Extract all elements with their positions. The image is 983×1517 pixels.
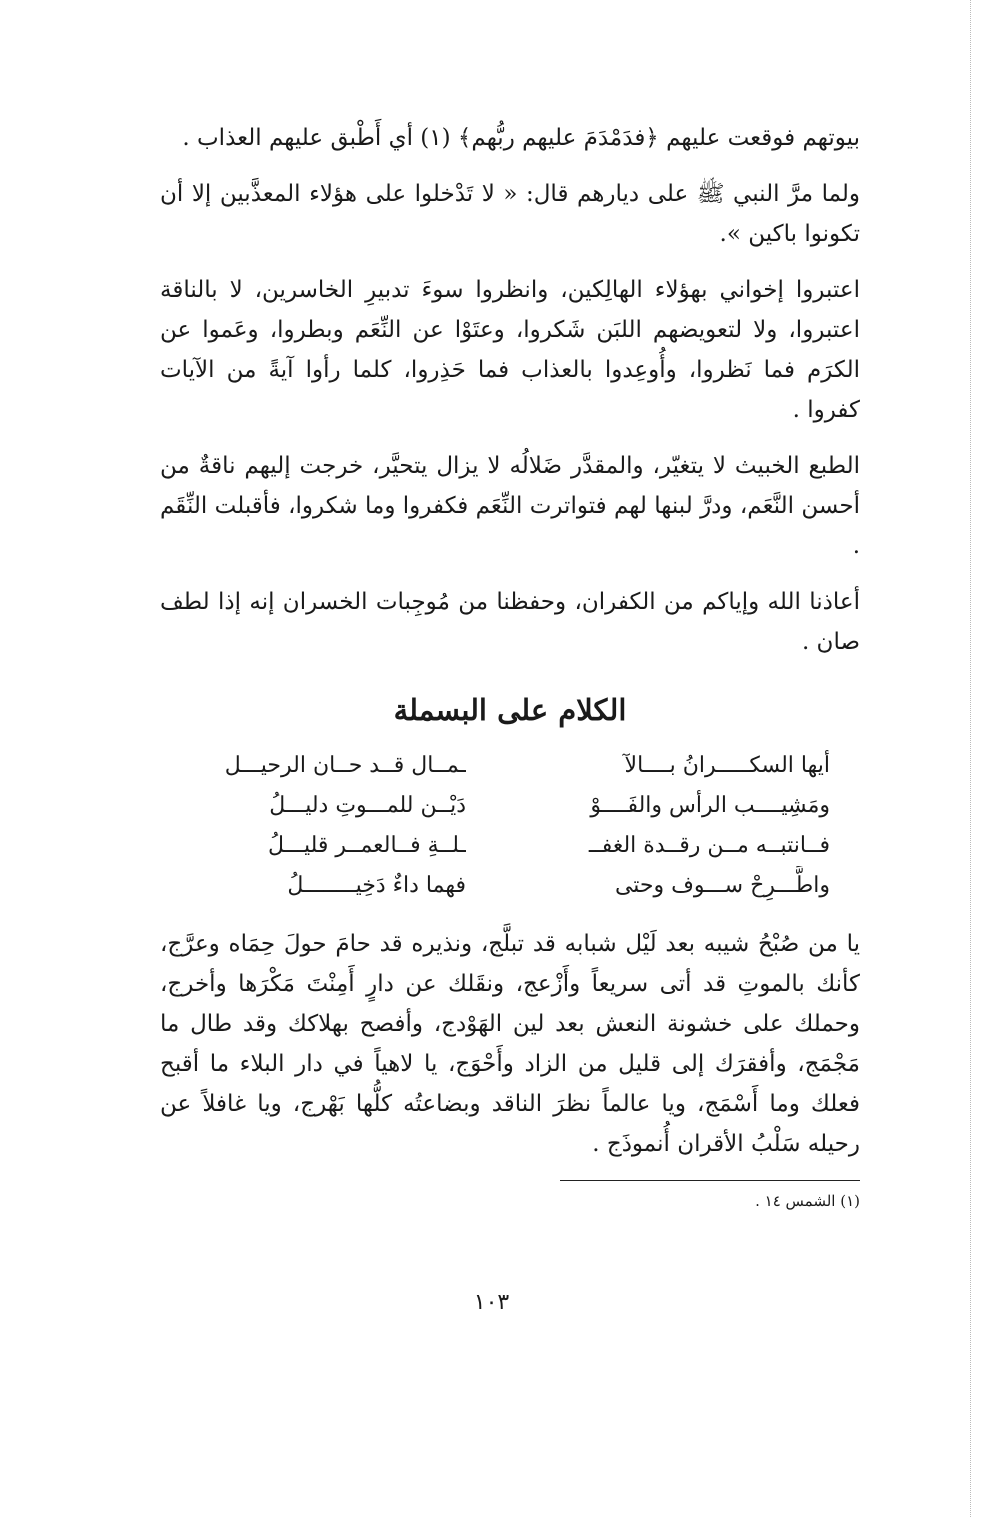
verse-second-hemistich: ـمــال قــد حــان الرحيـــل xyxy=(224,753,466,778)
paragraph: اعتبروا إخواني بهؤلاء الهالِكين، وانظروا سوءَ تدبيرِ الخاسرين، لا بالناقة اعتبروا، ولا لتعويضهم اللبَن شَكروا، وعتَوْا عن النِّعَم وبطروا، وعَموا عن الكرَم فما نَظروا، وأُوعِدوا بالعذاب فما حَذِروا، كلما رأوا آيةً من الآيات كفروا . xyxy=(160,277,860,423)
verse-second-hemistich: دَيْــن للمـــوتِ دليـــلُ xyxy=(269,793,466,818)
poem-verse xyxy=(160,826,860,866)
paragraph: يا من صُبْحُ شيبه بعد لَيْل شبابه قد تبلَّج، ونذيره قد حامَ حولَ حِمَاه وعرَّج، كأنك بالموتِ قد أتى سريعاً وأَزْعج، ونقَلك عن دارٍ أَمِنْتَ مَكْرَها وأخرج، وحملك على خشونة النعش بعد لين الهَوْدج، وأفصح بهلاكك وقد طال ما مَجْمَج، وأفقرَك إلى قليل من الزاد وأَحْوَج، يا لاهياً في دار البلاء ما أقبح فعلك وما أَسْمَج، ويا عالماً نظرَ الناقد وبضاعتُه كلُّها بَهْرج، ويا غافلاً عن رحيله سَلْبُ الأقران أُنموذَج . xyxy=(160,931,860,1157)
paragraph: بيوتهم فوقعت عليهم ﴿فدَمْدَمَ عليهم ربُّهم﴾ (١) أي أَطْبق عليهم العذاب . xyxy=(182,125,860,151)
paragraph: أعاذنا الله وإياكم من الكفران، وحفظنا من مُوجِبات الخسران إنه إذا لطف صان . xyxy=(160,589,860,655)
paragraph: الطبع الخبيث لا يتغيّر، والمقدَّر ضَلالُه لا يزال يتحيَّر، خرجت إليهم ناقةٌ من أحسن النَّعَم، ودرَّ لبنها لهم فتواترت النِّعَم فكفروا وما شكروا، فأقبلت النِّقَم . xyxy=(160,453,860,559)
scan-edge-divider xyxy=(970,0,971,1517)
footnote: (١) الشمس ١٤ . xyxy=(755,1192,860,1210)
verse-second-hemistich: فهما داءٌ دَخِيــــــــلُ xyxy=(287,873,466,898)
poem-verse xyxy=(160,746,860,786)
page-body xyxy=(160,118,860,1213)
page-number: ١٠٣ xyxy=(473,1290,510,1315)
poem-verse xyxy=(160,786,860,826)
poem-verse xyxy=(160,866,860,906)
verse-first-hemistich: فــانتبــه مــن رقــدة الغفــ xyxy=(588,833,830,858)
poem xyxy=(160,746,860,906)
section-heading: الكلام على البسملة xyxy=(393,693,627,727)
verse-first-hemistich: واطَّـــرِحْ ســـوف وحتى xyxy=(614,873,830,898)
verse-first-hemistich: أيها السكـــــرانُ بــــالآ xyxy=(624,753,830,778)
verse-second-hemistich: ـلــةِ فــالعمــر قليـــلُ xyxy=(267,833,466,858)
paragraph: ولما مرَّ النبي ﷺ على ديارهم قال: « لا تَدْخلوا على هؤلاء المعذَّبين إلا أن تكونوا باكين ». xyxy=(160,181,860,247)
verse-first-hemistich: ومَشِيــــب الرأس والفَــــوْ xyxy=(590,793,830,818)
footnote-separator xyxy=(560,1180,860,1181)
